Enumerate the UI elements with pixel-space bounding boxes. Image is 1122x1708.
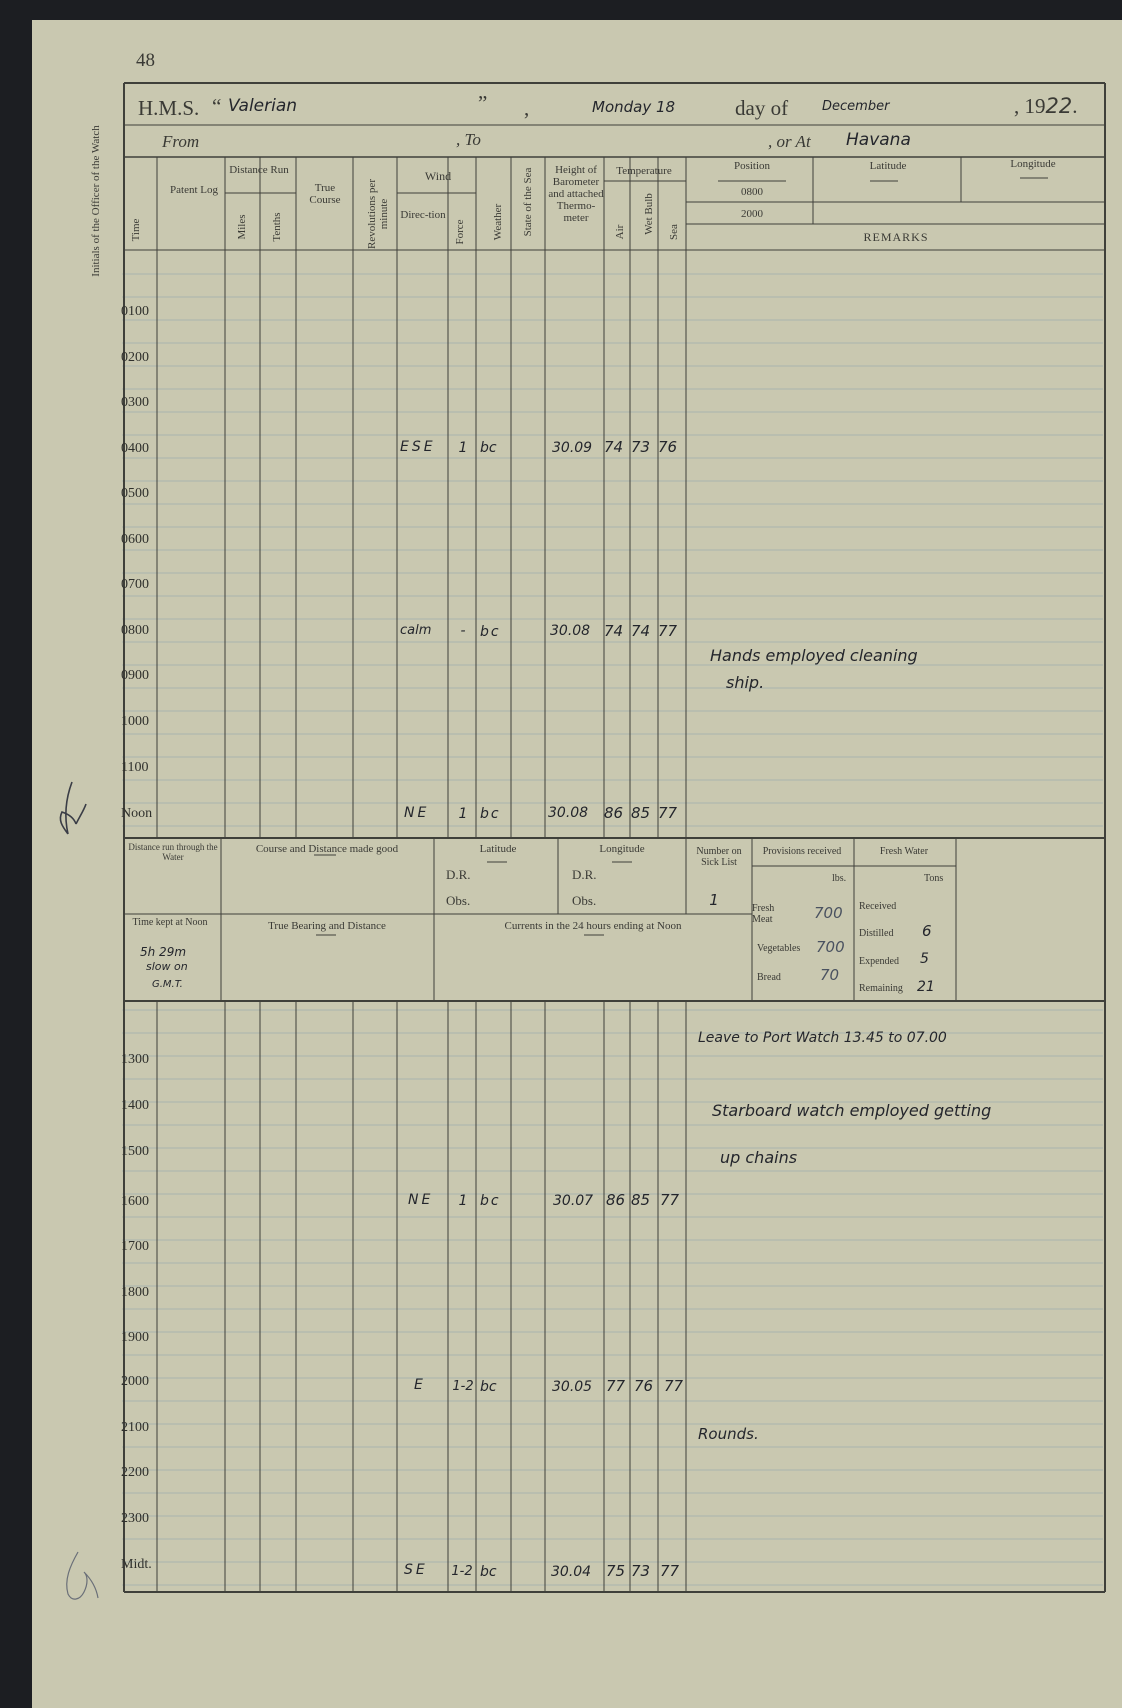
time-label: 0700 xyxy=(121,577,149,592)
year xyxy=(1014,96,1077,117)
col-weather: Weather xyxy=(492,203,504,241)
col-state-of-sea: State of the Sea xyxy=(522,167,534,237)
wind-force: 1 xyxy=(458,1193,468,1209)
sea-temp: 76 xyxy=(658,438,678,456)
pos-2000 xyxy=(702,208,802,220)
sick-list-text: Number on Sick List xyxy=(696,846,742,868)
fresh-meat-text: Fresh Meat xyxy=(752,903,775,925)
wind-direction: NE xyxy=(408,1192,434,1208)
time-label: 0400 xyxy=(121,441,149,456)
wind-force: 1-2 xyxy=(452,1379,474,1394)
col-longitude-label: Longitude xyxy=(1010,158,1056,170)
month: December xyxy=(822,99,890,114)
col-direction xyxy=(398,209,448,221)
remark-rounds: Rounds. xyxy=(698,1425,759,1443)
barometer-reading: 30.04 xyxy=(551,1564,592,1580)
time-label: 0900 xyxy=(121,668,149,683)
bread-value: 70 xyxy=(820,966,840,984)
time-label: Midt. xyxy=(121,1557,152,1572)
time-label: 2300 xyxy=(121,1511,149,1526)
sick-count: 1 xyxy=(709,891,719,909)
time-kept-label xyxy=(130,917,210,928)
air-temp: 75 xyxy=(606,1562,626,1580)
sea-temp: 77 xyxy=(664,1377,684,1395)
remark-leave: Leave to Port Watch 13.45 to 07.00 xyxy=(698,1030,947,1046)
time-label: 0600 xyxy=(121,532,149,547)
wind-force: 1-2 xyxy=(451,1564,473,1579)
vegetables-value: 700 xyxy=(816,938,845,956)
true-bearing-text: True Bearing and Distance xyxy=(268,920,386,932)
course-distance-label xyxy=(222,843,432,855)
true-bearing-label xyxy=(222,920,432,932)
day-of-label: day of xyxy=(735,96,789,120)
col-revolutions: Revolutions per minute xyxy=(366,179,390,249)
col-sea: Sea xyxy=(668,224,680,240)
col-position xyxy=(702,160,802,172)
header-comma: , xyxy=(524,96,530,120)
wind-direction: E xyxy=(414,1377,423,1393)
col-patent-log xyxy=(160,184,228,196)
pos-2000-label: 2000 xyxy=(741,208,763,220)
officer-initials-signature-2 xyxy=(54,1548,104,1608)
summary-longitude-label xyxy=(572,843,672,855)
weather-code: bc xyxy=(480,440,497,456)
remaining-value: 21 xyxy=(917,979,935,995)
wet-bulb-temp: 85 xyxy=(631,804,651,822)
sea-temp: 77 xyxy=(658,804,678,822)
time-kept-value-1: 5h 29m xyxy=(140,945,187,959)
distance-through-water-text: Distance run through the Water xyxy=(128,842,218,862)
year-prefix: , 19 xyxy=(1014,94,1046,118)
year-end: . xyxy=(1072,94,1078,118)
remark-cleaning-line1: Hands employed cleaning xyxy=(710,646,918,665)
col-barometer xyxy=(546,164,606,224)
col-temperature xyxy=(604,165,684,177)
time-label: 1700 xyxy=(121,1239,149,1254)
col-longitude xyxy=(983,158,1083,170)
summary-longitude-text: Longitude xyxy=(599,843,645,855)
wind-direction: calm xyxy=(400,623,432,638)
year-suffix: 22 xyxy=(1045,94,1073,118)
lat-dr: D.R. xyxy=(446,867,471,882)
sick-list-label xyxy=(688,846,750,868)
time-label: 0300 xyxy=(121,395,149,410)
provisions-label xyxy=(752,846,852,858)
hms-label: H.M.S. xyxy=(138,96,200,120)
weather-code: bc xyxy=(480,1379,497,1395)
col-true-course xyxy=(300,182,350,206)
bread-label: Bread xyxy=(757,972,781,983)
col-wind xyxy=(398,170,478,182)
provisions-text: Provisions received xyxy=(762,846,842,857)
col-direction-label: Direc-tion xyxy=(400,209,446,221)
time-label: 0100 xyxy=(121,304,149,319)
col-air: Air xyxy=(614,224,626,240)
air-temp: 74 xyxy=(604,622,624,640)
page-number: 48 xyxy=(136,50,155,71)
vegetables-label: Vegetables xyxy=(757,943,801,954)
time-label: 1000 xyxy=(121,714,149,729)
col-patent-log-label: Patent Log xyxy=(170,184,218,196)
fresh-water-label xyxy=(854,846,954,858)
air-temp: 77 xyxy=(606,1377,626,1395)
sea-temp: 77 xyxy=(660,1191,680,1209)
time-label: 2200 xyxy=(121,1465,149,1480)
air-temp: 74 xyxy=(604,438,624,456)
time-label: 0500 xyxy=(121,486,149,501)
barometer-reading: 30.05 xyxy=(552,1379,593,1395)
lon-obs: Obs. xyxy=(572,893,597,908)
summary-latitude-label xyxy=(448,843,548,855)
col-distance-run xyxy=(224,164,294,176)
time-label: 1900 xyxy=(121,1330,149,1345)
tons-label: Tons xyxy=(924,873,944,884)
time-label: Noon xyxy=(121,806,153,821)
wet-bulb-temp: 76 xyxy=(634,1377,654,1395)
officer-initials-signature xyxy=(52,776,92,856)
wind-force: - xyxy=(460,623,466,639)
col-position-label: Position xyxy=(733,160,771,172)
col-remarks-label: REMARKS xyxy=(863,230,929,244)
time-kept-text: Time kept at Noon xyxy=(132,917,208,928)
remark-cleaning-line2: ship. xyxy=(726,673,765,692)
from-label: From xyxy=(162,132,200,151)
sea-temp: 77 xyxy=(658,622,678,640)
remark-starboard-line2: up chains xyxy=(720,1148,798,1167)
remark-starboard-line1: Starboard watch employed getting xyxy=(712,1101,992,1120)
time-label: 1100 xyxy=(121,760,149,775)
weather-code: bc xyxy=(480,624,501,640)
col-barometer-label: Height of Barometer and attached Thermo-meter xyxy=(548,164,604,224)
distance-through-water-label xyxy=(124,842,222,862)
barometer-reading: 30.08 xyxy=(548,805,589,821)
sea-temp: 77 xyxy=(660,1562,680,1580)
lbs-label: lbs. xyxy=(832,873,847,884)
time-kept-value-3: G.M.T. xyxy=(152,979,183,990)
barometer-reading: 30.07 xyxy=(553,1193,594,1209)
col-true-course-label: True Course xyxy=(309,182,341,206)
wet-bulb-temp: 73 xyxy=(631,1562,651,1580)
distilled-label: Distilled xyxy=(859,928,894,939)
wet-bulb-temp: 85 xyxy=(631,1191,651,1209)
time-kept-value-2: slow on xyxy=(146,960,188,973)
weekday: Monday 18 xyxy=(592,98,676,116)
air-temp: 86 xyxy=(604,804,624,822)
summary-latitude-text: Latitude xyxy=(479,843,517,855)
barometer-reading: 30.09 xyxy=(552,440,593,456)
pos-0800 xyxy=(702,186,802,198)
officer-initials-label: Initials of the Officer of the Watch xyxy=(90,125,102,277)
time-label: 1300 xyxy=(121,1052,149,1067)
air-temp: 86 xyxy=(606,1191,626,1209)
place: Havana xyxy=(846,130,911,150)
wet-bulb-temp: 73 xyxy=(631,438,651,456)
col-tenths: Tenths xyxy=(271,212,283,242)
col-wind-label: Wind xyxy=(424,169,452,183)
weather-code: bc xyxy=(480,1564,497,1580)
fresh-meat-value: 700 xyxy=(814,904,843,922)
weather-code: bc xyxy=(480,806,501,822)
time-label: 1500 xyxy=(121,1144,149,1159)
lat-obs: Obs. xyxy=(446,893,471,908)
weather-code: bc xyxy=(480,1193,501,1209)
to-label: , To xyxy=(456,130,481,149)
remaining-label: Remaining xyxy=(859,983,903,994)
time-label: 1600 xyxy=(121,1194,149,1209)
col-latitude xyxy=(838,160,938,172)
time-label: 2100 xyxy=(121,1420,149,1435)
pos-0800-label: 0800 xyxy=(741,186,763,198)
fresh-water-text: Fresh Water xyxy=(879,846,929,857)
wind-direction: ESE xyxy=(400,439,436,455)
wet-bulb-temp: 74 xyxy=(631,622,651,640)
ship-name: Valerian xyxy=(228,96,298,116)
fresh-meat-label xyxy=(752,903,788,925)
col-temperature-label: Temperature xyxy=(616,165,672,177)
wind-direction: NE xyxy=(404,805,430,821)
col-remarks xyxy=(816,231,976,243)
col-time: Time xyxy=(130,218,142,242)
barometer-reading: 30.08 xyxy=(550,623,591,639)
col-wet-bulb: Wet Bulb xyxy=(643,193,655,235)
close-quote: ” xyxy=(478,91,488,115)
time-label: 0800 xyxy=(121,623,149,638)
distilled-value: 6 xyxy=(922,922,932,940)
col-force: Force xyxy=(454,219,466,245)
wind-force: 1 xyxy=(458,806,468,822)
currents-text: Currents in the 24 hours ending at Noon xyxy=(504,920,682,932)
lon-dr: D.R. xyxy=(572,867,597,882)
col-distance-run-label: Distance Run xyxy=(229,164,289,176)
wind-direction: SE xyxy=(404,1562,428,1578)
col-latitude-label: Latitude xyxy=(869,160,907,172)
currents-label xyxy=(434,920,752,932)
time-label: 0200 xyxy=(121,350,149,365)
expended-value: 5 xyxy=(920,951,929,967)
received-label: Received xyxy=(859,901,897,912)
expended-label: Expended xyxy=(859,956,899,967)
open-quote: “ xyxy=(212,94,222,118)
wind-force: 1 xyxy=(458,440,468,456)
course-distance-text: Course and Distance made good xyxy=(255,843,399,855)
or-at-label: , or At xyxy=(768,132,811,151)
time-label: 1400 xyxy=(121,1098,149,1113)
time-label: 2000 xyxy=(121,1374,149,1389)
time-label: 1800 xyxy=(121,1285,149,1300)
col-miles: Miles xyxy=(236,214,248,240)
